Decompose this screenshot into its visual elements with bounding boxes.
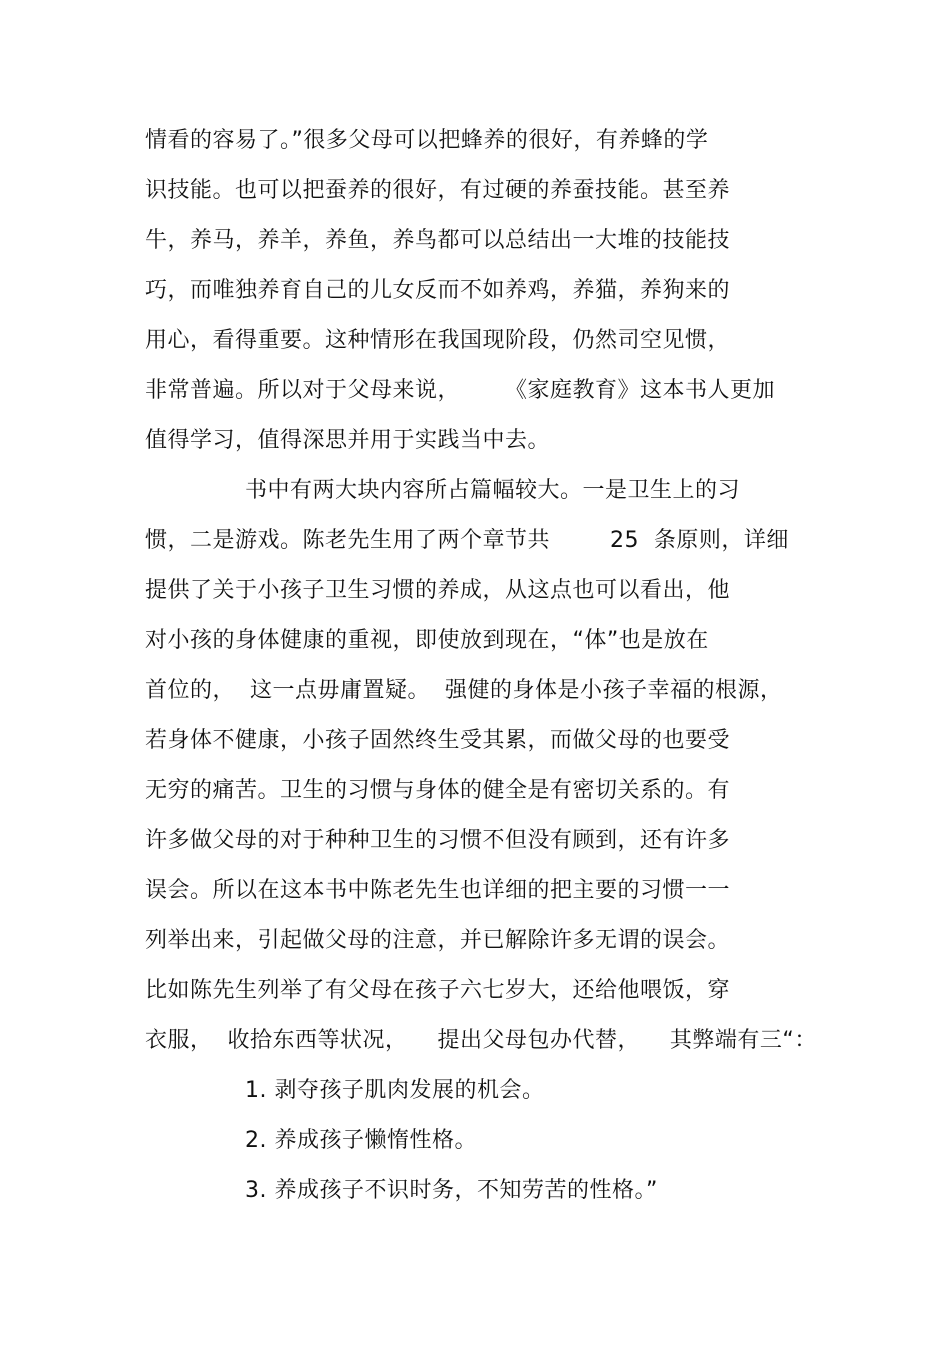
text-line: 巧，而唯独养育自己的儿女反而不如养鸡，养猫，养狗来的: [145, 278, 731, 303]
text-line: 许多做父母的对于种种卫生的习惯不但没有顾到，还有许多: [145, 828, 731, 853]
text-line: 列举出来，引起做父母的注意，并已解除许多无谓的误会。: [145, 928, 731, 953]
text-line: 衣服， 收拾东西等状况， 提出父母包办代替， 其弊端有三“：: [145, 1028, 817, 1053]
text-line: 无穷的痛苦。卫生的习惯与身体的健全是有密切关系的。有: [145, 778, 731, 803]
text-line: 值得学习，值得深思并用于实践当中去。: [145, 428, 551, 453]
text-line: 比如陈先生列举了有父母在孩子六七岁大，还给他喂饭，穿: [145, 978, 731, 1003]
text-line: 用心，看得重要。这种情形在我国现阶段，仍然司空见惯，: [145, 328, 731, 353]
list-item: 3. 养成孩子不识时务，不知劳苦的性格。”: [245, 1178, 658, 1203]
list-item: 2. 养成孩子懒惰性格。: [245, 1128, 477, 1153]
text-line: 对小孩的身体健康的重视，即使放到现在，“体”也是放在: [145, 628, 709, 653]
text-line: 识技能。也可以把蚕养的很好，有过硬的养蚕技能。甚至养: [145, 178, 731, 203]
list-item: 1. 剥夺孩子肌肉发展的机会。: [245, 1078, 545, 1103]
text-line: 惯，二是游戏。陈老先生用了两个章节共 25 条原则，详细: [145, 528, 789, 553]
text-line: 牛，养马，养羊，养鱼，养鸟都可以总结出一大堆的技能技: [145, 228, 731, 253]
text-line: 若身体不健康，小孩子固然终生受其累，而做父母的也要受: [145, 728, 731, 753]
paragraph-start-line: 书中有两大块内容所占篇幅较大。一是卫生上的习: [245, 478, 741, 503]
text-line: 情看的容易了。”很多父母可以把蜂养的很好，有养蜂的学: [145, 128, 709, 153]
text-line: 误会。所以在这本书中陈老先生也详细的把主要的习惯一一: [145, 878, 731, 903]
text-line: 首位的， 这一点毋庸置疑。 强健的身体是小孩子幸福的根源，: [145, 678, 783, 703]
text-line: 非常普遍。所以对于父母来说， 《家庭教育》这本书人更加: [145, 378, 775, 403]
text-line: 提供了关于小孩子卫生习惯的养成，从这点也可以看出，他: [145, 578, 731, 603]
